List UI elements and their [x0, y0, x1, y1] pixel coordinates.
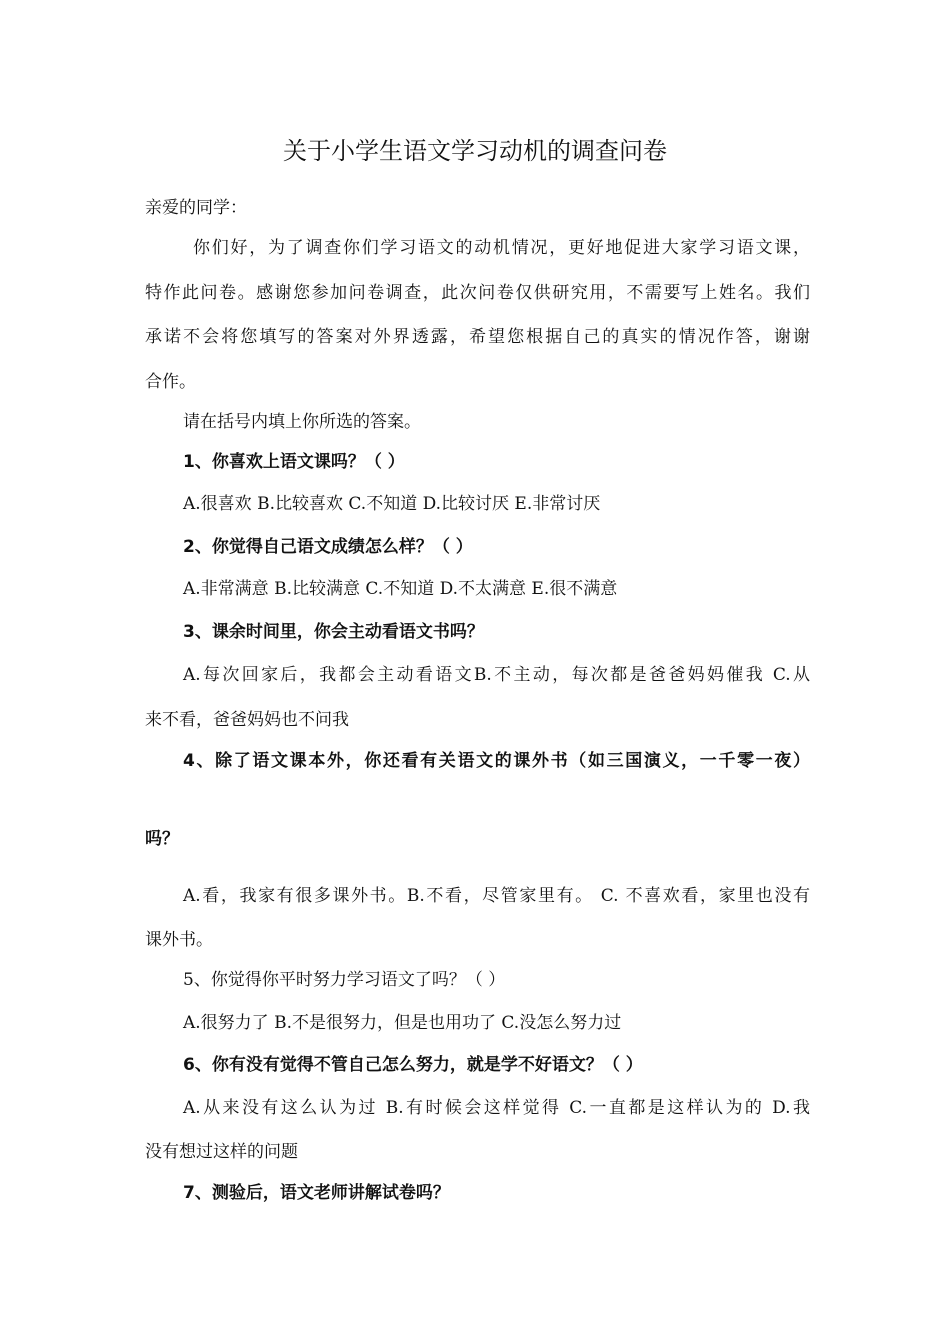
question-2: 2、你觉得自己语文成绩怎么样？（ ）: [183, 537, 473, 557]
question-7: 7、测验后，语文老师讲解试卷吗？: [183, 1183, 450, 1203]
question-3-options-line-2: 来不看，爸爸妈妈也不问我: [145, 710, 349, 730]
question-3: 3、课余时间里，你会主动看语文书吗？: [183, 622, 484, 642]
intro-line-1: 你们好，为了调查你们学习语文的动机情况，更好地促进大家学习语文课，: [193, 238, 810, 258]
question-5: 5、你觉得你平时努力学习语文了吗？（ ）: [183, 970, 506, 990]
question-3-options-line-1: A.每次回家后，我都会主动看语文B.不主动，每次都是爸爸妈妈催我 C.从: [183, 665, 810, 685]
intro-line-3: 承诺不会将您填写的答案对外界透露，希望您根据自己的真实的情况作答，谢谢: [145, 327, 810, 347]
question-4-options-line-1: A.看，我家有很多课外书。B.不看，尽管家里有。 C. 不喜欢看，家里也没有: [183, 886, 810, 906]
question-4-line-1: 4、除了语文课本外，你还看有关语文的课外书（如三国演义，一千零一夜）: [183, 751, 810, 771]
intro-line-4: 合作。: [145, 372, 196, 392]
question-4-options-line-2: 课外书。: [145, 930, 213, 950]
question-1: 1、你喜欢上语文课吗？（ ）: [183, 452, 405, 472]
question-4-line-2: 吗？: [145, 829, 179, 849]
greeting: 亲爱的同学：: [145, 198, 247, 218]
question-6: 6、你有没有觉得不管自己怎么努力，就是学不好语文？（ ）: [183, 1055, 643, 1075]
question-6-options-line-2: 没有想过这样的问题: [145, 1142, 298, 1162]
intro-line-2: 特作此问卷。感谢您参加问卷调查，此次问卷仅供研究用，不需要写上姓名。我们: [145, 283, 810, 303]
question-5-options: A.很努力了 B.不是很努力，但是也用功了 C.没怎么努力过: [183, 1013, 622, 1033]
instruction: 请在括号内填上你所选的答案。: [183, 412, 421, 432]
question-6-options-line-1: A.从来没有这么认为过 B.有时候会这样觉得 C.一直都是这样认为的 D.我: [183, 1098, 810, 1118]
question-2-options: A.非常满意 B.比较满意 C.不知道 D.不太满意 E.很不满意: [183, 579, 618, 599]
question-1-options: A.很喜欢 B.比较喜欢 C.不知道 D.比较讨厌 E.非常讨厌: [183, 494, 601, 514]
page-title: 关于小学生语文学习动机的调查问卷: [283, 137, 667, 165]
